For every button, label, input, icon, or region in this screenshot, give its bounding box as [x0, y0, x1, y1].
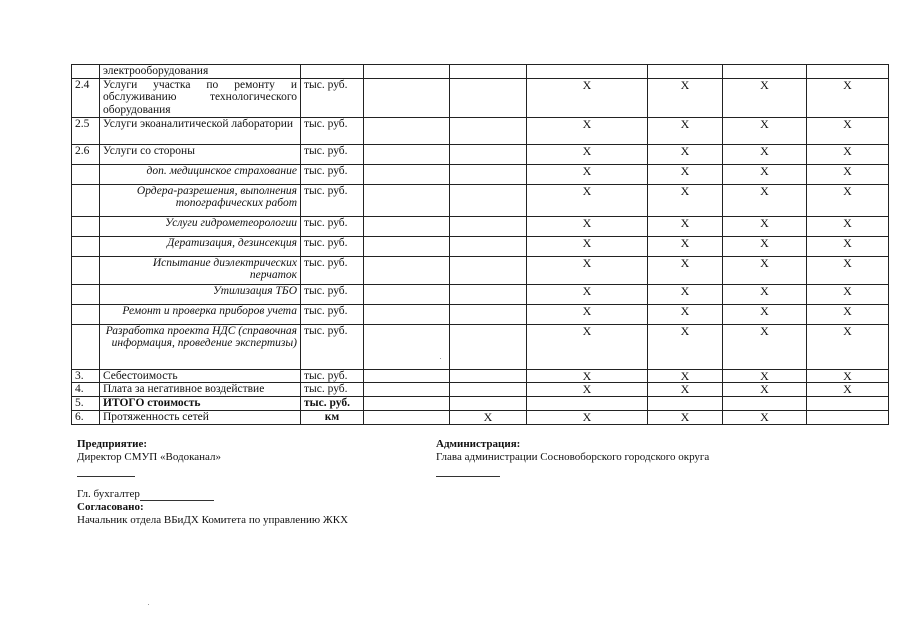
value-cell: [450, 324, 527, 369]
row-number: 2.5: [72, 117, 100, 144]
value-cell: X: [723, 383, 807, 397]
value-cell: [364, 236, 450, 256]
value-cell: X: [723, 184, 807, 216]
value-cell: X: [648, 216, 723, 236]
value-cell: X: [648, 184, 723, 216]
row-unit: тыс. руб.: [301, 216, 364, 236]
value-cell: X: [807, 304, 889, 324]
table-row: [72, 144, 889, 164]
value-cell: [450, 144, 527, 164]
value-cell: [648, 65, 723, 79]
value-cell: X: [527, 216, 648, 236]
value-cell: [723, 397, 807, 411]
row-name: электрооборудования: [100, 65, 301, 79]
value-cell: [364, 304, 450, 324]
value-cell: [450, 216, 527, 236]
row-unit: тыс. руб.: [301, 397, 364, 411]
value-cell: X: [807, 256, 889, 284]
row-number: 2.6: [72, 144, 100, 164]
value-cell: [364, 184, 450, 216]
row-name: Услуги гидрометеорологии: [100, 216, 301, 236]
row-unit: тыс. руб.: [301, 117, 364, 144]
value-cell: [648, 397, 723, 411]
value-cell: X: [807, 78, 889, 117]
value-cell: X: [807, 216, 889, 236]
value-cell: X: [723, 216, 807, 236]
value-cell: [364, 324, 450, 369]
value-cell: X: [723, 256, 807, 284]
admin-heading: Администрация:: [436, 438, 521, 450]
row-unit: км: [301, 411, 364, 425]
scan-speck: [440, 358, 441, 359]
value-cell: [807, 411, 889, 425]
row-name: доп. медицинское страхование: [100, 164, 301, 184]
row-number: [72, 216, 100, 236]
value-cell: X: [807, 164, 889, 184]
value-cell: [527, 397, 648, 411]
value-cell: [450, 236, 527, 256]
row-name: Испытание диэлектрических перчаток: [100, 256, 301, 284]
value-cell: X: [723, 284, 807, 304]
admin-role: Глава администрации Сосновоборского городского округа: [436, 451, 710, 463]
row-number: [72, 164, 100, 184]
value-cell: X: [527, 324, 648, 369]
value-cell: [364, 78, 450, 117]
table-row: [72, 164, 889, 184]
value-cell: X: [648, 324, 723, 369]
value-cell: [364, 284, 450, 304]
value-cell: X: [527, 236, 648, 256]
value-cell: X: [723, 411, 807, 425]
value-cell: [364, 144, 450, 164]
agreed-heading: Согласовано:: [77, 501, 144, 513]
value-cell: X: [527, 184, 648, 216]
scan-speck: [148, 604, 149, 605]
row-number: [72, 65, 100, 79]
value-cell: X: [723, 369, 807, 383]
row-name: Услуги экоаналитической лаборатории: [100, 117, 301, 144]
value-cell: [450, 78, 527, 117]
agreed-role: Начальник отдела ВБиДХ Комитета по управлению ЖКХ: [77, 514, 349, 526]
value-cell: X: [648, 164, 723, 184]
value-cell: X: [807, 144, 889, 164]
table-row: [72, 78, 889, 117]
table-row: [72, 304, 889, 324]
row-number: [72, 304, 100, 324]
row-unit: тыс. руб.: [301, 164, 364, 184]
row-unit: тыс. руб.: [301, 236, 364, 256]
value-cell: X: [527, 369, 648, 383]
value-cell: [527, 65, 648, 79]
row-name: ИТОГО стоимость: [100, 397, 301, 411]
admin-signature-line: [436, 466, 500, 477]
row-unit: тыс. руб.: [301, 256, 364, 284]
value-cell: X: [648, 144, 723, 164]
table-row: [72, 256, 889, 284]
approval-block: [77, 488, 348, 527]
row-number: 6.: [72, 411, 100, 425]
value-cell: X: [648, 256, 723, 284]
value-cell: [364, 164, 450, 184]
table-row: [72, 184, 889, 216]
value-cell: [364, 411, 450, 425]
row-name: Ордера-разрешения, выполнения топографических работ: [100, 184, 301, 216]
value-cell: X: [648, 117, 723, 144]
row-number: 3.: [72, 369, 100, 383]
row-unit: тыс. руб.: [301, 383, 364, 397]
value-cell: X: [807, 236, 889, 256]
value-cell: X: [807, 184, 889, 216]
row-number: [72, 324, 100, 369]
value-cell: [723, 65, 807, 79]
admin-signature-block: [436, 438, 709, 477]
row-unit: тыс. руб.: [301, 184, 364, 216]
table-row: [72, 411, 889, 425]
value-cell: X: [807, 284, 889, 304]
value-cell: X: [527, 164, 648, 184]
row-name: Разработка проекта НДС (справочная информация, проведение экспертизы): [100, 324, 301, 369]
row-name: Утилизация ТБО: [100, 284, 301, 304]
value-cell: X: [527, 144, 648, 164]
value-cell: X: [527, 411, 648, 425]
row-name: Протяженность сетей: [100, 411, 301, 425]
row-unit: тыс. руб.: [301, 304, 364, 324]
row-unit: тыс. руб.: [301, 369, 364, 383]
row-unit: тыс. руб.: [301, 324, 364, 369]
table-row: [72, 383, 889, 397]
value-cell: X: [648, 284, 723, 304]
value-cell: [450, 304, 527, 324]
value-cell: X: [527, 284, 648, 304]
value-cell: X: [648, 236, 723, 256]
value-cell: X: [807, 369, 889, 383]
row-unit: тыс. руб.: [301, 284, 364, 304]
value-cell: [450, 184, 527, 216]
value-cell: X: [527, 304, 648, 324]
value-cell: [364, 65, 450, 79]
row-number: [72, 184, 100, 216]
table-row: [72, 397, 889, 411]
value-cell: X: [648, 383, 723, 397]
row-name: Плата за негативное воздействие: [100, 383, 301, 397]
value-cell: [364, 216, 450, 236]
value-cell: X: [648, 78, 723, 117]
row-name: Дератизация, дезинсекция: [100, 236, 301, 256]
row-number: [72, 256, 100, 284]
row-number: 2.4: [72, 78, 100, 117]
value-cell: X: [723, 324, 807, 369]
value-cell: [364, 256, 450, 284]
row-number: 5.: [72, 397, 100, 411]
value-cell: [450, 65, 527, 79]
value-cell: X: [723, 304, 807, 324]
value-cell: X: [807, 383, 889, 397]
value-cell: X: [527, 117, 648, 144]
value-cell: X: [723, 164, 807, 184]
value-cell: [364, 117, 450, 144]
value-cell: X: [723, 78, 807, 117]
value-cell: [450, 397, 527, 411]
row-number: [72, 236, 100, 256]
row-unit: [301, 65, 364, 79]
row-name: Ремонт и проверка приборов учета: [100, 304, 301, 324]
table-row: [72, 284, 889, 304]
value-cell: X: [807, 324, 889, 369]
value-cell: [450, 256, 527, 284]
row-number: 4.: [72, 383, 100, 397]
value-cell: [450, 284, 527, 304]
value-cell: [364, 397, 450, 411]
value-cell: [807, 65, 889, 79]
table-row: [72, 216, 889, 236]
value-cell: X: [527, 383, 648, 397]
value-cell: [450, 369, 527, 383]
value-cell: X: [723, 117, 807, 144]
row-name: Себестоимость: [100, 369, 301, 383]
table-row: [72, 369, 889, 383]
table-row: [72, 65, 889, 79]
row-number: [72, 284, 100, 304]
value-cell: X: [648, 411, 723, 425]
accountant-label: Гл. бухгалтер: [77, 488, 140, 500]
value-cell: X: [723, 144, 807, 164]
row-name: Услуги со стороны: [100, 144, 301, 164]
accountant-signature-line: [140, 490, 214, 501]
value-cell: X: [527, 78, 648, 117]
table-row: [72, 117, 889, 144]
value-cell: X: [527, 256, 648, 284]
value-cell: [450, 383, 527, 397]
value-cell: X: [723, 236, 807, 256]
row-unit: тыс. руб.: [301, 78, 364, 117]
enterprise-heading: Предприятие:: [77, 438, 148, 450]
cost-table: [71, 64, 889, 425]
value-cell: [364, 369, 450, 383]
enterprise-signature-block: [77, 438, 221, 477]
table-row: [72, 324, 889, 369]
value-cell: [364, 383, 450, 397]
value-cell: [450, 164, 527, 184]
enterprise-role: Директор СМУП «Водоканал»: [77, 451, 222, 463]
value-cell: X: [648, 304, 723, 324]
value-cell: [807, 397, 889, 411]
row-unit: тыс. руб.: [301, 144, 364, 164]
table-row: [72, 236, 889, 256]
value-cell: X: [648, 369, 723, 383]
value-cell: X: [450, 411, 527, 425]
row-name: Услуги участка по ремонту и обслуживанию технологического оборудования: [100, 78, 301, 117]
enterprise-signature-line: [77, 466, 135, 477]
value-cell: [450, 117, 527, 144]
value-cell: X: [807, 117, 889, 144]
